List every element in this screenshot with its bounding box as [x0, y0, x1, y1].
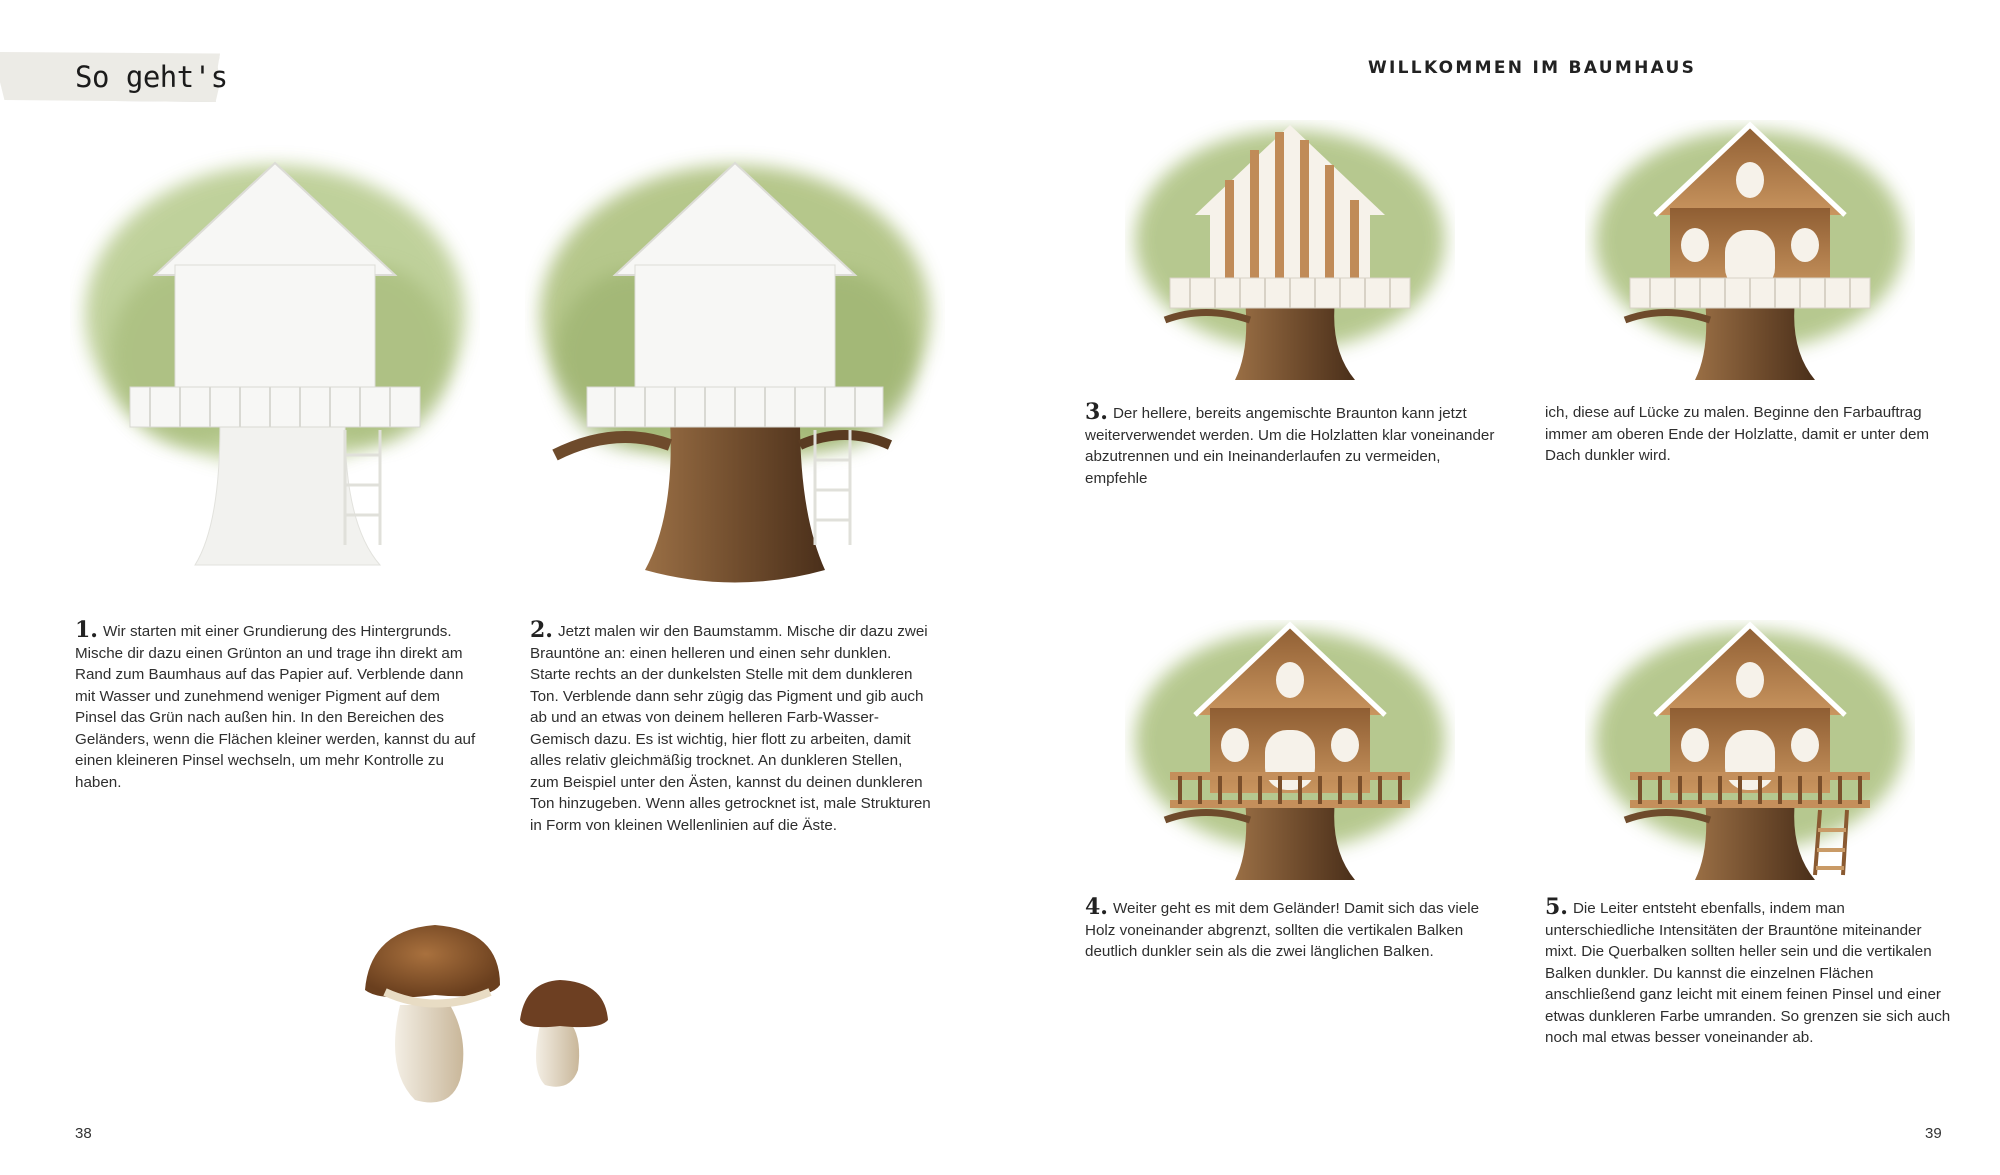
step-2 — [530, 617, 935, 836]
right-page — [1000, 0, 2000, 1175]
mushrooms-illustration — [360, 920, 620, 1110]
page-number-right: 39 — [1925, 1125, 1942, 1142]
step-5-number: 5. — [1545, 894, 1568, 920]
treehouse-step4-illustration — [1125, 620, 1455, 880]
step-4-number: 4. — [1085, 894, 1108, 920]
treehouse-step3b-illustration — [1585, 120, 1915, 380]
treehouse-step2-illustration — [525, 125, 945, 590]
step-5-text: Die Leiter entsteht ebenfalls, indem man unterschiedliche Intensitäten der Brauntöne miteinander mixt. Die Querbalken sollten heller sein und die vertikalen Balken dunkler. Du kannst die einzelnen Flächen anschließend ganz leicht mit einem feinen Pinsel und einer etwas dunkleren Farbe umranden. So grenzen sie sich auch noch mal etwas besser voneinander ab. — [1545, 900, 1951, 1046]
treehouse-step3-illustration — [1125, 120, 1455, 380]
step-2-text: Jetzt malen wir den Baumstamm. Mische dir dazu zwei Brauntöne an: einen helleren und einen sehr dunklen. Starte rechts an der dunkelsten Stelle mit dem dunkleren Ton. Verblende dann sehr zügig das Pigment und gib auch ab und an etwas von deinem helleren Farb-Wasser-Gemisch dazu. Es ist wichtig, hier flott zu arbeiten, damit alles relativ gleichmäßig trocknet. An dunkleren Stellen, zum Beispiel unter den Ästen, kannst du deinen dunkleren Ton hinzugeben. Wenn alles getrocknet ist, male Strukturen in Form von kleinen Wellenlinien auf die Äste. — [530, 623, 931, 834]
step-5 — [1545, 894, 1955, 1049]
step-1-text: Wir starten mit einer Grundierung des Hintergrunds. Mische dir dazu einen Grünton an und trage ihn direkt am Rand zum Baumhaus auf das Papier auf. Verblende dann mit Wasser und zunehmend weniger Pigment auf dem Pinsel das Grün nach außen hin. In den Bereichen des Geländers, wenn die Flächen kleiner werden, kannst du auf einen kleineren Pinsel wechseln, um mehr Kontrolle zu haben. — [75, 623, 476, 791]
treehouse-step1-illustration — [70, 125, 480, 575]
step-3-number: 3. — [1085, 399, 1108, 425]
step-3-text: Der hellere, bereits angemischte Braunton kann jetzt weiterverwendet werden. Um die Holzlatten klar voneinander abzutrennen und ein Ineinanderlaufen zu vermeiden, empfehle — [1085, 405, 1495, 487]
step-4 — [1085, 894, 1495, 963]
step-1-number: 1. — [75, 617, 98, 643]
running-head: WILLKOMMEN IM BAUMHAUS — [1368, 58, 1697, 78]
step-4-text: Weiter geht es mit dem Geländer! Damit sich das viele Holz voneinander abgrenzt, sollten die vertikalen Balken deutlich dunkler sein als die zwei länglichen Balken. — [1085, 900, 1480, 960]
step-1 — [75, 617, 480, 793]
section-heading: So geht's — [75, 60, 228, 94]
treehouse-step5-illustration — [1585, 620, 1915, 880]
step-2-number: 2. — [530, 617, 553, 643]
page-number-left: 38 — [75, 1125, 92, 1142]
step-3-continued-text: ich, diese auf Lücke zu malen. Beginne den Farbauftrag immer am oberen Ende der Holzlatte, damit er unter dem Dach dunkler wird. — [1545, 404, 1930, 464]
step-3-continued — [1545, 402, 1955, 467]
step-3 — [1085, 399, 1495, 489]
